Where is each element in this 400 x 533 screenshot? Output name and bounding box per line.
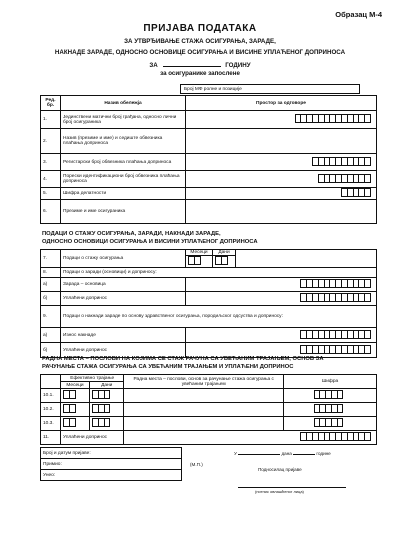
section2-title-line2: ОДНОСНО ОСНОВИЦИ ОСИГУРАЊА И ВИСИНИ УПЛАЋЕНОГ ДОПРИНОСА [42, 238, 258, 245]
digit-boxes[interactable] [295, 114, 371, 123]
place-field[interactable] [238, 450, 280, 455]
increased-service-table [40, 374, 377, 445]
form-subtitle-4: за осигуранике запослене [160, 70, 240, 77]
row-no: 8. [41, 268, 61, 278]
identity-table [40, 95, 377, 224]
year-field[interactable] [163, 60, 221, 67]
col-header-space: Простор за одговоре [186, 96, 377, 111]
months-field[interactable] [61, 403, 90, 417]
row-label: Презиме и име осигураника [61, 200, 186, 224]
row-no: 10.3. [41, 417, 61, 431]
row-no: а) [41, 278, 61, 292]
code-field[interactable] [284, 403, 377, 417]
row-label: Подаци о накнади зараде по основу здравственог осигурања, породиљског одсуства и доприносу: [61, 306, 377, 328]
row-label: Уплаћени допринос [61, 431, 124, 445]
row-no: б) [41, 292, 61, 306]
days-field[interactable] [89, 403, 123, 417]
table-row [41, 417, 377, 431]
row-label: Уплаћени допринос [61, 292, 186, 306]
table-row [41, 129, 377, 154]
form-subtitle-3 [0, 60, 400, 69]
table-row [41, 328, 377, 343]
row-label: Порески идентификациони број обвезника плаћања доприноса [61, 171, 186, 188]
row-no: 7. [41, 250, 61, 268]
months-field[interactable] [61, 417, 90, 431]
section2-title-line1: ПОДАЦИ О СТАЖУ ОСИГУРАЊА, ЗАРАДИ, НАКНАДИ ЗАРАДЕ, [42, 231, 221, 237]
entered-by-label: Унео: [43, 472, 56, 478]
row-label: Регистарски број обвезника плаћања доприноса [61, 154, 186, 171]
form-subtitle-2: НАКНАДЕ ЗАРАДЕ, ОДНОСНО ОСНОВИЦЕ ОСИГУРАЊА И ВИСИНЕ УПЛАЋЕНОГ ДОПРИНОСА [54, 49, 346, 56]
submitter-label: Подносилац пријаве [258, 467, 302, 472]
days-field[interactable] [89, 417, 123, 431]
row-label: Јединствени матични број грађана, односно лични број осигураника [61, 111, 186, 129]
mio-roll-field[interactable] [180, 84, 360, 94]
months-field[interactable] [61, 389, 90, 403]
code-header: Шифра [284, 375, 377, 389]
insured-name-field[interactable] [186, 200, 377, 224]
stamp-label: (М.П.) [190, 462, 203, 467]
row-no: 10.2. [41, 403, 61, 417]
place-date-line [234, 450, 364, 456]
table-row [41, 278, 377, 292]
table-row [41, 403, 377, 417]
table-row [41, 200, 377, 224]
days-header: Дани [213, 250, 236, 256]
table-row [41, 111, 377, 129]
mio-roll-label: Број МФ ролне и позиције [184, 87, 242, 92]
row-no: 2. [41, 129, 61, 154]
table-row [41, 188, 377, 200]
date-mid: дана [281, 451, 292, 456]
signature-note: (потпис овлашћеног лица) [255, 489, 304, 494]
tax-id-field[interactable] [186, 171, 377, 188]
table-row [41, 154, 377, 171]
days-field[interactable] [89, 389, 123, 403]
section3-title [42, 356, 324, 371]
jmbg-field[interactable] [186, 111, 377, 129]
paid-contribution-field[interactable] [186, 292, 377, 306]
section3-title-line1: РАДНА МЕСТА – ПОСЛОВИ НА КОЈИМА СЕ СТАЖ РАЧУНА СА УВЕЋАНИМ ТРАЈАЊЕМ, ОСНОВ ЗА [42, 356, 324, 362]
duration-header: Ефективно трајање [61, 375, 124, 382]
row-label: Подаци о стажу осигурања [61, 250, 186, 268]
row-no: 11. [41, 431, 61, 445]
days-field[interactable] [213, 256, 236, 268]
code-field[interactable] [284, 417, 377, 431]
position-field[interactable] [124, 389, 284, 403]
table-row [41, 389, 377, 403]
days-header: Дани [89, 382, 123, 389]
received-by-field[interactable] [41, 459, 182, 470]
registry-number-field[interactable] [186, 154, 377, 171]
row-no: 1. [41, 111, 61, 129]
date-field[interactable] [293, 450, 315, 455]
months-header: Месеци [186, 250, 213, 256]
received-by-label: Примио: [43, 461, 62, 467]
row-no: 3. [41, 154, 61, 171]
col-header-name: Назив обележја [61, 96, 186, 111]
section3-title-line2: РАЧУНАЊЕ СТАЖА ОСИГУРАЊА СА УВЕЋАНИМ ТРАЈАЊЕМ И УПЛАЋЕНИ ДОПРИНОС [42, 363, 294, 370]
code-field[interactable] [284, 389, 377, 403]
place-prefix: У [234, 451, 237, 456]
months-header: Месеци [61, 382, 90, 389]
year-suffix-footer: године [316, 451, 331, 456]
section2-title [42, 231, 258, 246]
signature-field[interactable] [238, 487, 346, 488]
months-field[interactable] [186, 256, 213, 268]
office-use-box [40, 447, 182, 481]
increased-contribution-field[interactable] [124, 431, 377, 445]
application-number-label: Број и датум пријаве: [43, 450, 91, 456]
row-label: Шифра делатности [61, 188, 186, 200]
entered-by-field[interactable] [41, 470, 182, 481]
row-no: 10.1. [41, 389, 61, 403]
form-title: ПРИЈАВА ПОДАТАКА [143, 23, 257, 34]
position-field[interactable] [124, 417, 284, 431]
row-no: 9. [41, 306, 61, 328]
table-row [41, 268, 377, 278]
table-row [41, 431, 377, 445]
row-label: Подаци о заради (основици) и доприносу: [61, 268, 377, 278]
row-no: а) [41, 328, 61, 343]
application-number-field[interactable] [41, 448, 182, 459]
salary-base-field[interactable] [186, 278, 377, 292]
activity-code-field[interactable] [186, 188, 377, 200]
position-header: Радна места – послови, основ за рачунање стажа осигурања с увећаним трајањем [124, 375, 284, 389]
position-field[interactable] [124, 403, 284, 417]
table-row [41, 171, 377, 188]
row-no: 5. [41, 188, 61, 200]
table-row [41, 306, 377, 328]
form-code: Образац М-4 [335, 10, 382, 19]
row-label: Назив (презиме и име) и седиште обвезника плаћања доприноса [61, 129, 186, 154]
row-no: б) [41, 343, 61, 358]
payer-name-field[interactable] [186, 129, 377, 154]
row-label: Уплаћени допринос [61, 343, 186, 358]
row-no: 4. [41, 171, 61, 188]
year-prefix: ЗА [149, 62, 158, 69]
row-label: Зарада – основица [61, 278, 186, 292]
row-no: 6. [41, 200, 61, 224]
table-row [41, 292, 377, 306]
col-header-no: Ред. бр. [41, 96, 61, 111]
year-suffix: ГОДИНУ [225, 62, 251, 69]
earnings-table [40, 249, 377, 358]
benefit-amount-field[interactable] [186, 328, 377, 343]
row-label: Износ накнаде [61, 328, 186, 343]
form-subtitle-1: ЗА УТВРЂИВАЊЕ СТАЖА ОСИГУРАЊА, ЗАРАДЕ, [124, 38, 276, 45]
